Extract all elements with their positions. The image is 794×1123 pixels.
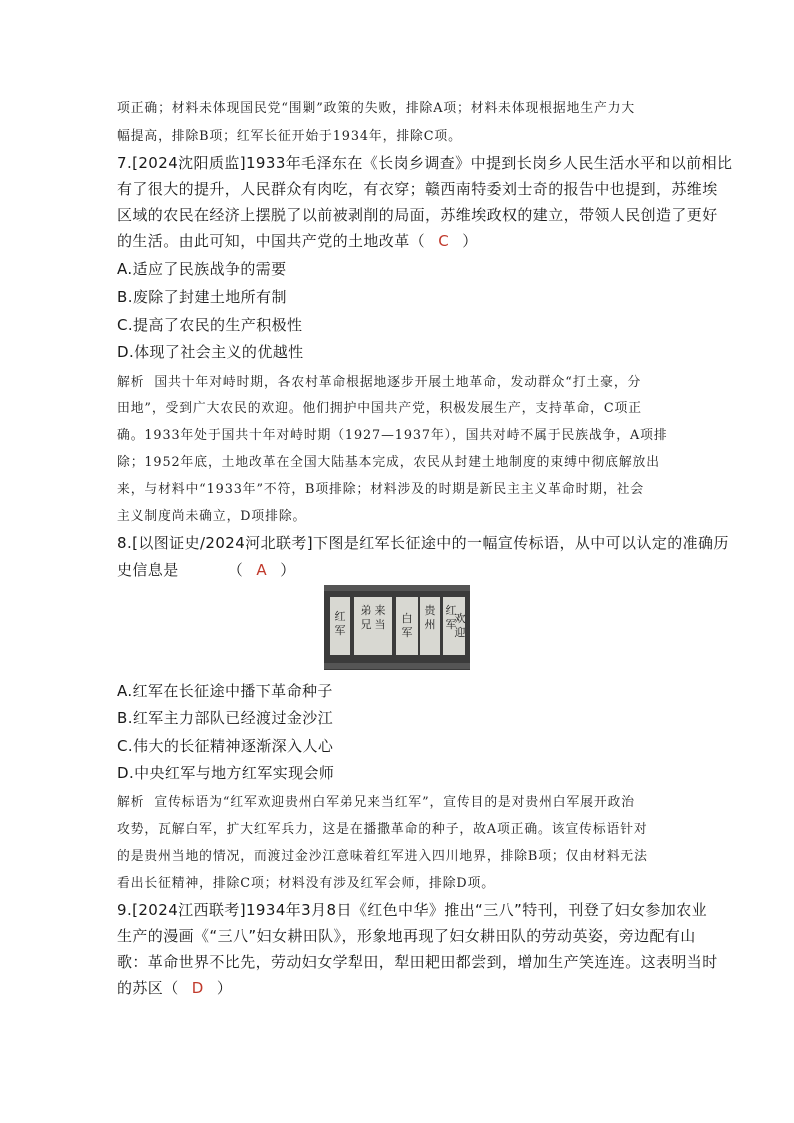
answer-9: D xyxy=(191,979,204,997)
photo-char: 红 xyxy=(334,610,346,623)
option-b: B.红军主力部队已经渡过金沙江 xyxy=(117,709,334,727)
explanation-8 xyxy=(117,791,635,810)
photo-char: 州 xyxy=(424,618,436,631)
option-a: A.红军在长征途中播下革命种子 xyxy=(117,682,333,700)
question-8-stem xyxy=(117,559,296,580)
option-c: C.伟大的长征精神逐渐深入人心 xyxy=(117,737,334,755)
question-7-stem: 区域的农民在经济上摆脱了以前被剥削的局面，苏维埃政权的建立，带领人民创造了更好 xyxy=(117,206,718,224)
question-9-stem: 歌：革命世界不比先，劳动妇女学犁田，犁田耙田都尝到，增加生产笑连连。这表明当时 xyxy=(117,953,718,971)
option-c: C.提高了农民的生产积极性 xyxy=(117,316,303,334)
photo-char: 军 xyxy=(445,618,457,631)
photo-char: 兄 xyxy=(360,618,372,631)
photo-char: 军 xyxy=(401,626,413,639)
option-b: B.废除了封建土地所有制 xyxy=(117,288,287,306)
answer-8: A xyxy=(256,561,268,579)
slogan-photo xyxy=(324,585,470,670)
stem-text: 史信息是 xyxy=(117,561,179,579)
explanation-line: 的是贵州当地的情况，而渡过金沙江意味着红军进入四川地界，排除B项；仅由材料无法 xyxy=(117,849,648,864)
bracket: ） xyxy=(462,232,478,250)
photo-char: 军 xyxy=(334,624,346,637)
photo-char: 来 xyxy=(374,604,386,617)
photo-char: 欢 xyxy=(454,612,466,625)
explanation-line: 主义制度尚未确立，D项排除。 xyxy=(117,509,307,524)
question-7-stem xyxy=(117,230,478,251)
option-d: D.中央红军与地方红军实现会师 xyxy=(117,764,335,782)
explanation-line: 确。1933年处于国共十年对峙时期（1927—1937年），国共对峙不属于民族战争，A项排 xyxy=(117,428,668,443)
question-9-stem: 生产的漫画《“三八”妇女耕田队》，形象地再现了妇女耕田队的劳动英姿，旁边配有山 xyxy=(117,927,696,945)
bracket: （ xyxy=(227,561,244,579)
answer-7: C xyxy=(438,232,450,250)
explanation-line: 项正确；材料未体现国民党“围剿”政策的失败，排除A项；材料未体现根据地生产力大 xyxy=(117,101,636,116)
photo-char: 当 xyxy=(374,618,386,631)
photo-char: 迎 xyxy=(454,626,466,639)
option-a: A.适应了民族战争的需要 xyxy=(117,260,287,278)
explanation-line: 来，与材料中“1933年”不符，B项排除；材料涉及的时期是新民主主义革命时期，社会 xyxy=(117,482,645,497)
bracket: ） xyxy=(280,561,296,579)
explanation-text: 国共十年对峙时期，各农村革命根据地逐步开展土地革命，发动群众“打土豪，分 xyxy=(154,375,642,390)
explanation-line: 田地”，受到广大农民的欢迎。他们拥护中国共产党，积极发展生产，支持革命，C项正 xyxy=(117,401,642,416)
photo-char: 白 xyxy=(401,612,413,625)
question-9-stem: 9.[2024江西联考]1934年3月8日《红色中华》推出“三八”特刊，刊登了妇女参加农业 xyxy=(117,901,707,919)
explanation-7 xyxy=(117,371,641,390)
explanation-line: 看出长征精神，排除C项；材料没有涉及红军会师，排除D项。 xyxy=(117,876,495,891)
question-9-stem xyxy=(117,977,232,998)
explanation-line: 攻势，瓦解白军，扩大红军兵力，这是在播撒革命的种子，故A项正确。该宣传标语针对 xyxy=(117,822,648,837)
photo-char: 红 xyxy=(445,604,457,617)
bracket: ） xyxy=(216,979,233,997)
explanation-label: 解析 xyxy=(117,375,145,390)
question-7-stem: 7.[2024沈阳质监]1933年毛泽东在《长岗乡调查》中提到长岗乡人民生活水平和以前相比 xyxy=(117,154,733,172)
explanation-text: 宣传标语为“红军欢迎贵州白军弟兄来当红军”，宣传目的是对贵州白军展开政治 xyxy=(154,795,635,810)
question-8-stem: 8.[以图证史/2024河北联考]下图是红军长征途中的一幅宣传标语，从中可以认定的准确历 xyxy=(117,534,729,552)
explanation-line: 除；1952年底，土地改革在全国大陆基本完成，农民从封建土地制度的束缚中彻底解放出 xyxy=(117,455,660,470)
explanation-line: 幅提高，排除B项；红军长征开始于1934年，排除C项。 xyxy=(117,129,462,144)
question-7-stem: 有了很大的提升，人民群众有肉吃，有衣穿；赣西南特委刘士奇的报告中也提到，苏维埃 xyxy=(117,180,718,198)
photo-char: 弟 xyxy=(360,604,372,617)
option-d: D.体现了社会主义的优越性 xyxy=(117,343,304,361)
photo-char: 贵 xyxy=(424,604,436,617)
photo-strip xyxy=(324,663,470,669)
stem-text: 的苏区（ xyxy=(117,979,179,997)
photo-strip xyxy=(324,585,470,591)
stem-text: 的生活。由此可知，中国共产党的土地改革（ xyxy=(117,232,426,250)
explanation-label: 解析 xyxy=(117,795,145,810)
